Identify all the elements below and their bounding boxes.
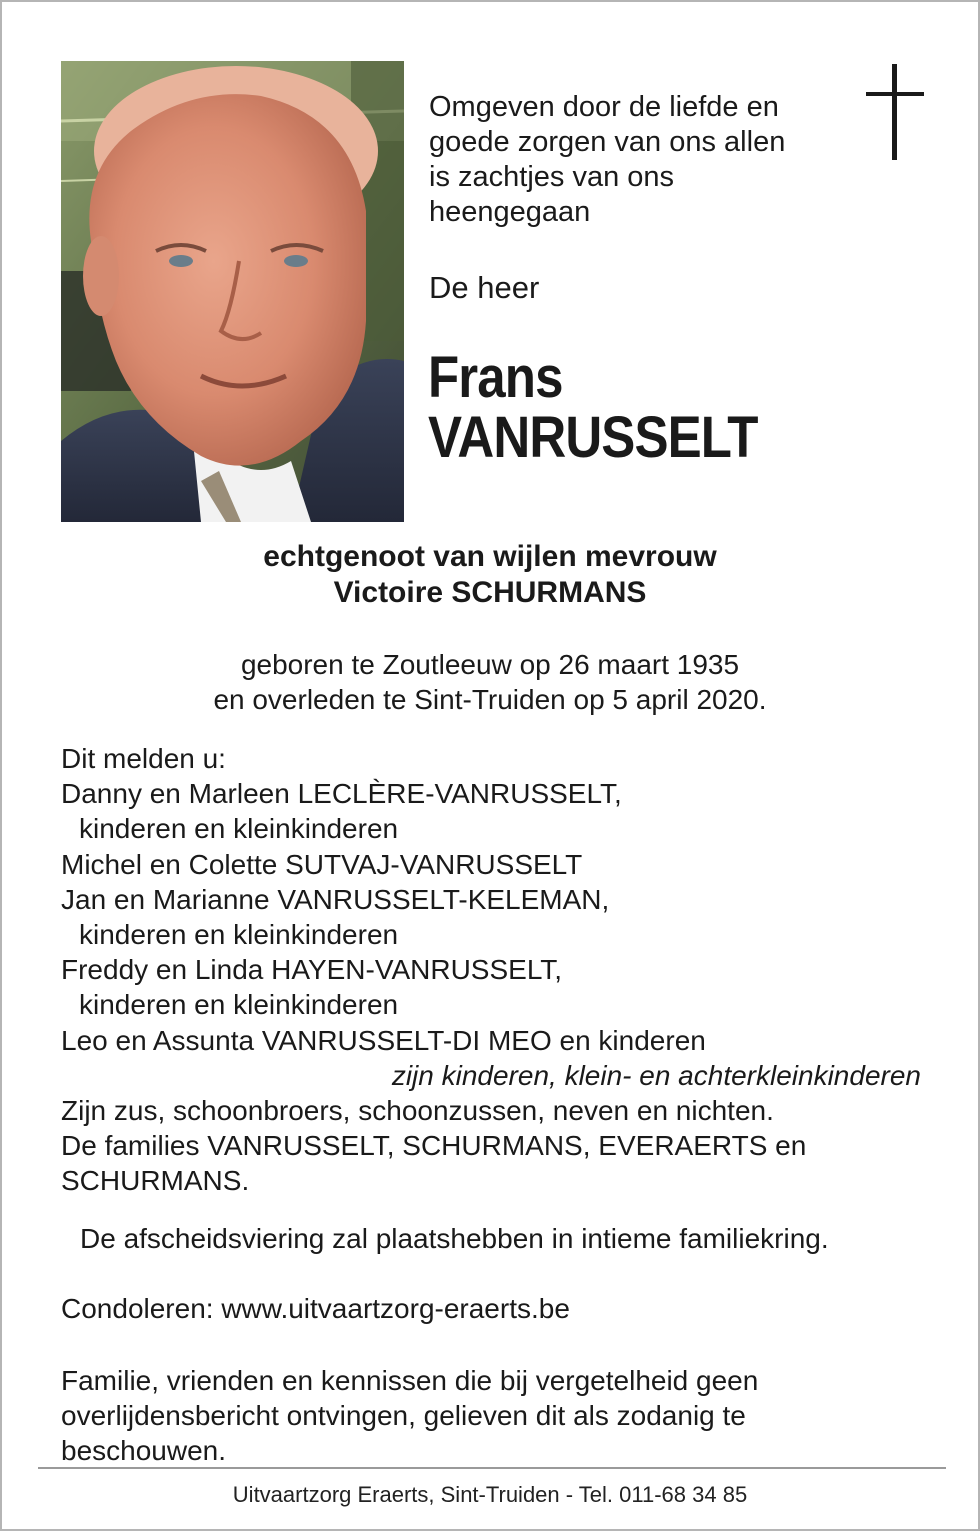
family-line: Jan en Marianne VANRUSSELT-KELEMAN,: [61, 883, 610, 915]
family-line: Michel en Colette SUTVAJ-VANRUSSELT: [61, 848, 583, 880]
family-line: kinderen en kleinkinderen: [79, 989, 399, 1021]
family-list: [61, 741, 931, 1199]
intro-text: [429, 90, 859, 230]
family-heading: Dit melden u:: [61, 743, 226, 774]
birth-line: geboren te Zoutleeuw op 26 maart 1935: [240, 649, 740, 680]
spouse-line: Victoire SCHURMANS: [333, 576, 647, 609]
family-line: kinderen en kleinkinderen: [79, 813, 399, 845]
first-name: Frans: [428, 345, 563, 410]
family-line: De families VANRUSSELT, SCHURMANS, EVERAERTS en SCHURMANS.: [61, 1130, 807, 1197]
intro-line: Omgeven door de liefde en: [429, 91, 779, 123]
intro-line: is zachtjes van ons: [429, 161, 675, 193]
family-line: Zijn zus, schoonbroers, schoonzussen, neven en nichten.: [61, 1095, 774, 1127]
family-line: Leo en Assunta VANRUSSELT-DI MEO en kinderen: [61, 1024, 706, 1056]
death-line: en overleden te Sint-Truiden op 5 april 2020.: [213, 684, 767, 715]
spouse-info: [2, 539, 978, 611]
funeral-home-footer: Uitvaartzorg Eraerts, Sint-Truiden - Tel. 011-68 34 85: [232, 1482, 748, 1507]
family-line: zijn kinderen, klein- en achterkleinkinderen: [391, 1059, 921, 1091]
ceremony-text: De afscheidsviering zal plaatshebben in intieme familiekring.: [80, 1223, 829, 1254]
birth-death-dates: [2, 647, 978, 717]
cross-icon: [866, 64, 924, 162]
family-line: Danny en Marleen LECLÈRE-VANRUSSELT,: [61, 778, 622, 810]
family-line: Freddy en Linda HAYEN-VANRUSSELT,: [61, 954, 563, 986]
family-line: kinderen en kleinkinderen: [79, 919, 399, 951]
footer-divider: [38, 1467, 946, 1469]
condolences-text: Condoleren: www.uitvaartzorg-eraerts.be: [61, 1293, 570, 1324]
honorific: De heer: [429, 270, 540, 305]
spouse-line: echtgenoot van wijlen mevrouw: [263, 540, 717, 573]
notice-text: Familie, vrienden en kennissen die bij vergetelheid geen overlijdensbericht ontvingen, gelieven dit als zodanig te beschouwen.: [61, 1365, 759, 1466]
intro-line: goede zorgen van ons allen: [429, 126, 786, 158]
deceased-name: [428, 345, 758, 470]
last-name: VANRUSSELT: [428, 405, 758, 470]
portrait-photo: [61, 61, 404, 522]
intro-line: heengegaan: [429, 196, 591, 228]
